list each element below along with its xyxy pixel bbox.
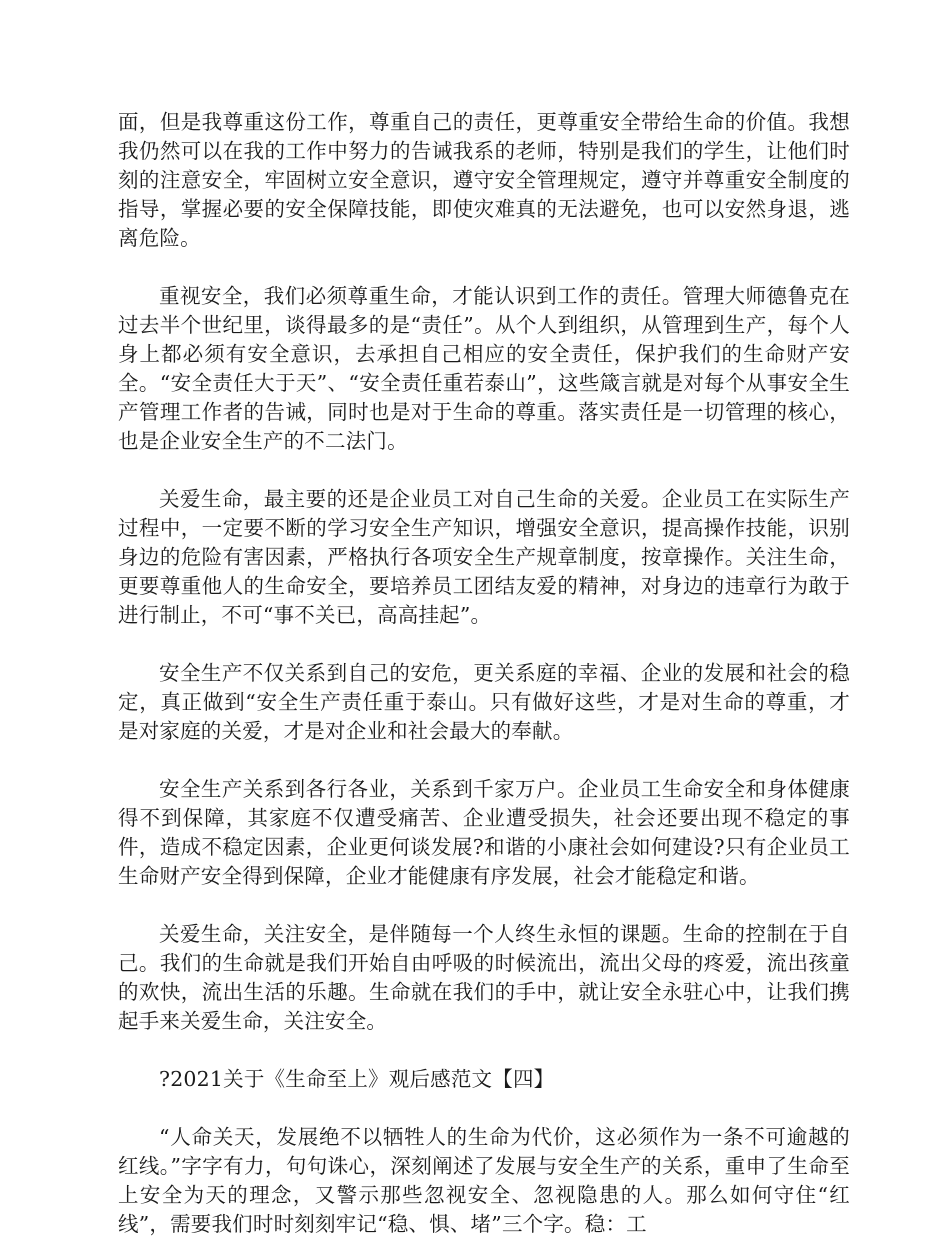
paragraph-all-industries: 安全生产关系到各行各业，关系到千家万户。企业员工生命安全和身体健康得不到保障，其家庭不仅遭受痛苦、企业遭受损失，社会还要出现不稳定的事件，造成不稳定因素，企业更何谈发展?和谐的小康社会如何建设?只有企业员工生命财产安全得到保障，企业才能健康有序发展，社会才能稳定和谐。 xyxy=(118,777,850,888)
document-body xyxy=(118,108,850,1239)
paragraph-continuation: 面，但是我尊重这份工作，尊重自己的责任，更尊重安全带给生命的价值。我想我仍然可以在我的工作中努力的告诫我系的老师，特别是我们的学生，让他们时刻的注意安全，牢固树立安全意识，遵守安全管理规定，遵守并尊重安全制度的指导，掌握必要的安全保障技能，即使灾难真的无法避免，也可以安然身退，逃离危险。 xyxy=(118,110,850,250)
section-heading: ?2021关于《生命至上》观后感范文【四】 xyxy=(159,1067,555,1091)
paragraph-red-line: “人命关天，发展绝不以牺牲人的生命为代价，这必须作为一条不可逾越的红线。”字字有力，句句诛心，深刻阐述了发展与安全生产的关系，重申了生命至上安全为天的理念，又警示那些忽视安全、忽视隐患的人。那么如何守住“红线”，需要我们时时刻刻牢记“稳、惧、堵”三个字。稳：工 xyxy=(118,1125,850,1236)
paragraph-care-for-life: 关爱生命，最主要的还是企业员工对自己生命的关爱。企业员工在实际生产过程中，一定要不断的学习安全生产知识，增强安全意识，提高操作技能，识别身边的危险有害因素，严格执行各项安全生产规章制度，按章操作。关注生命，更要尊重他人的生命安全，要培养员工团结友爱的精神，对身边的违章行为敢于进行制止，不可“事不关已，高高挂起”。 xyxy=(118,487,850,627)
paragraph-family-society: 安全生产不仅关系到自己的安危，更关系庭的幸福、企业的发展和社会的稳定，真正做到“安全生产责任重于泰山。只有做好这些，才是对生命的尊重，才是对家庭的关爱，才是对企业和社会最大的奉献。 xyxy=(118,661,850,743)
paragraph-lifelong-topic: 关爱生命，关注安全，是伴随每一个人终生永恒的课题。生命的控制在于自己。我们的生命就是我们开始自由呼吸的时候流出，流出父母的疼爱，流出孩童的欢快，流出生活的乐趣。生命就在我们的手中，就让安全永驻心中，让我们携起手来关爱生命，关注安全。 xyxy=(118,922,850,1033)
paragraph-responsibility: 重视安全，我们必须尊重生命，才能认识到工作的责任。管理大师德鲁克在过去半个世纪里，谈得最多的是“责任”。从个人到组织，从管理到生产，每个人身上都必须有安全意识，去承担自己相应的安全责任，保护我们的生命财产安全。“安全责任大于天”、“安全责任重若泰山”，这些箴言就是对每个从事安全生产管理工作者的告诫，同时也是对于生命的尊重。落实责任是一切管理的核心，也是企业安全生产的不二法门。 xyxy=(118,284,850,453)
